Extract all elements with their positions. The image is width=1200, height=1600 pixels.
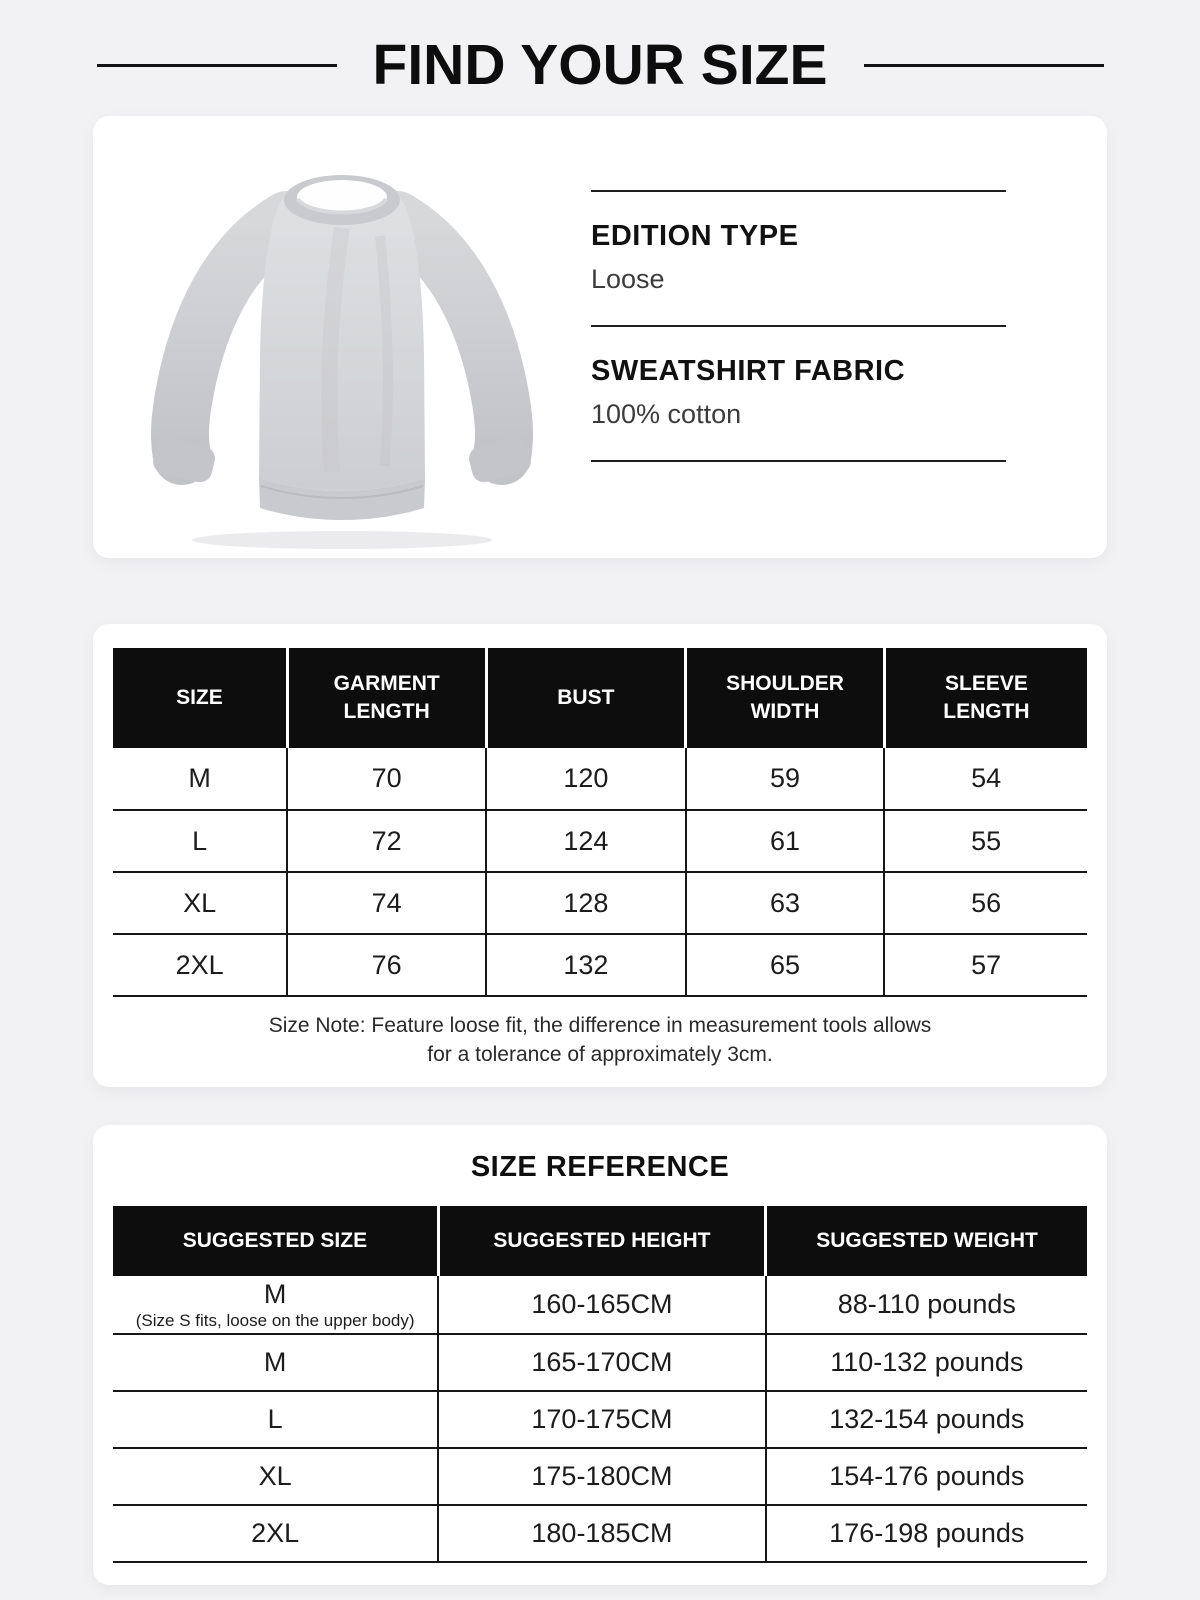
title-right-line (864, 64, 1104, 67)
reference-row (113, 1391, 1087, 1448)
product-card (93, 116, 1107, 558)
size-table-row (113, 872, 1087, 934)
measurement-cell: 128 (486, 872, 686, 934)
measurement-cell: 124 (486, 810, 686, 872)
spec-label: SWEATSHIRT FABRIC (591, 355, 906, 387)
measurement-cell: 70 (287, 748, 486, 810)
suggested-height-cell: 175-180CM (438, 1448, 765, 1505)
measurement-cell: 55 (884, 810, 1087, 872)
suggested-size-value: L (267, 1404, 283, 1434)
size-table (113, 648, 1087, 997)
size-reference-title: SIZE REFERENCE (470, 1151, 730, 1183)
measurement-cell: 76 (287, 934, 486, 996)
measurement-cell: 57 (884, 934, 1087, 996)
measurement-cell: 59 (686, 748, 885, 810)
reference-header-cell: SUGGESTED SIZE (113, 1206, 438, 1276)
size-table-row (113, 748, 1087, 810)
suggested-weight-cell: 110-132 pounds (766, 1334, 1087, 1391)
size-table-card (93, 624, 1107, 1087)
measurement-cell: 120 (486, 748, 686, 810)
suggested-size-value: M (263, 1279, 287, 1309)
size-reference-card (93, 1125, 1107, 1585)
size-table-header-cell: BUST (486, 648, 686, 748)
suggested-size-cell (113, 1448, 438, 1505)
suggested-size-value: M (263, 1347, 287, 1377)
size-reference-table (113, 1206, 1087, 1563)
measurement-cell: 74 (287, 872, 486, 934)
measurement-cell: 65 (686, 934, 885, 996)
reference-row (113, 1448, 1087, 1505)
product-specs (591, 116, 1107, 558)
page-title: FIND YOUR SIZE (372, 33, 828, 97)
measurement-cell: 72 (287, 810, 486, 872)
suggested-height-cell: 170-175CM (438, 1391, 765, 1448)
reference-row (113, 1276, 1087, 1334)
sweatshirt-image (124, 136, 560, 552)
suggested-size-cell (113, 1505, 438, 1562)
measurement-cell: 61 (686, 810, 885, 872)
measurement-cell: 63 (686, 872, 885, 934)
suggested-height-cell: 180-185CM (438, 1505, 765, 1562)
reference-header-row (113, 1206, 1087, 1276)
measurement-cell: 54 (884, 748, 1087, 810)
size-table-header-cell: SLEEVE LENGTH (884, 648, 1087, 748)
reference-row (113, 1334, 1087, 1391)
page-header (0, 0, 1200, 98)
size-note-line2: for a tolerance of approximately 3cm. (427, 1043, 773, 1066)
size-cell: 2XL (113, 934, 287, 996)
suggested-size-cell (113, 1334, 438, 1391)
size-table-row (113, 934, 1087, 996)
size-table-header-cell: SHOULDER WIDTH (686, 648, 885, 748)
measurement-cell: 56 (884, 872, 1087, 934)
size-cell: L (113, 810, 287, 872)
spec-edition-type (591, 192, 1006, 325)
size-cell: M (113, 748, 287, 810)
size-table-header-cell: SIZE (113, 648, 287, 748)
reference-row (113, 1505, 1087, 1562)
suggested-size-value: 2XL (251, 1518, 300, 1548)
size-note (113, 1011, 1087, 1069)
size-cell: XL (113, 872, 287, 934)
suggested-weight-cell: 176-198 pounds (766, 1505, 1087, 1562)
measurement-cell: 132 (486, 934, 686, 996)
spec-value: 100% cotton (591, 399, 742, 429)
spec-label: EDITION TYPE (591, 220, 799, 252)
size-table-row (113, 810, 1087, 872)
title-left-line (97, 64, 337, 67)
spec-fabric (591, 327, 1006, 460)
suggested-size-value: XL (258, 1461, 292, 1491)
size-table-header-row (113, 648, 1087, 748)
suggested-height-cell: 165-170CM (438, 1334, 765, 1391)
product-image (93, 116, 591, 558)
suggested-height-cell: 160-165CM (438, 1276, 765, 1334)
spec-value: Loose (591, 264, 665, 294)
reference-header-cell: SUGGESTED WEIGHT (766, 1206, 1087, 1276)
suggested-size-cell (113, 1276, 438, 1334)
reflection-shadow (192, 531, 492, 549)
suggested-size-cell (113, 1391, 438, 1448)
suggested-weight-cell: 154-176 pounds (766, 1448, 1087, 1505)
spec-divider (591, 460, 1006, 462)
reference-header-cell: SUGGESTED HEIGHT (438, 1206, 765, 1276)
suggested-size-note: (Size S fits, loose on the upper body) (135, 1311, 415, 1330)
size-table-header-cell: GARMENT LENGTH (287, 648, 486, 748)
size-note-line1: Size Note: Feature loose fit, the difference in measurement tools allows (268, 1014, 932, 1037)
suggested-weight-cell: 88-110 pounds (766, 1276, 1087, 1334)
suggested-weight-cell: 132-154 pounds (766, 1391, 1087, 1448)
